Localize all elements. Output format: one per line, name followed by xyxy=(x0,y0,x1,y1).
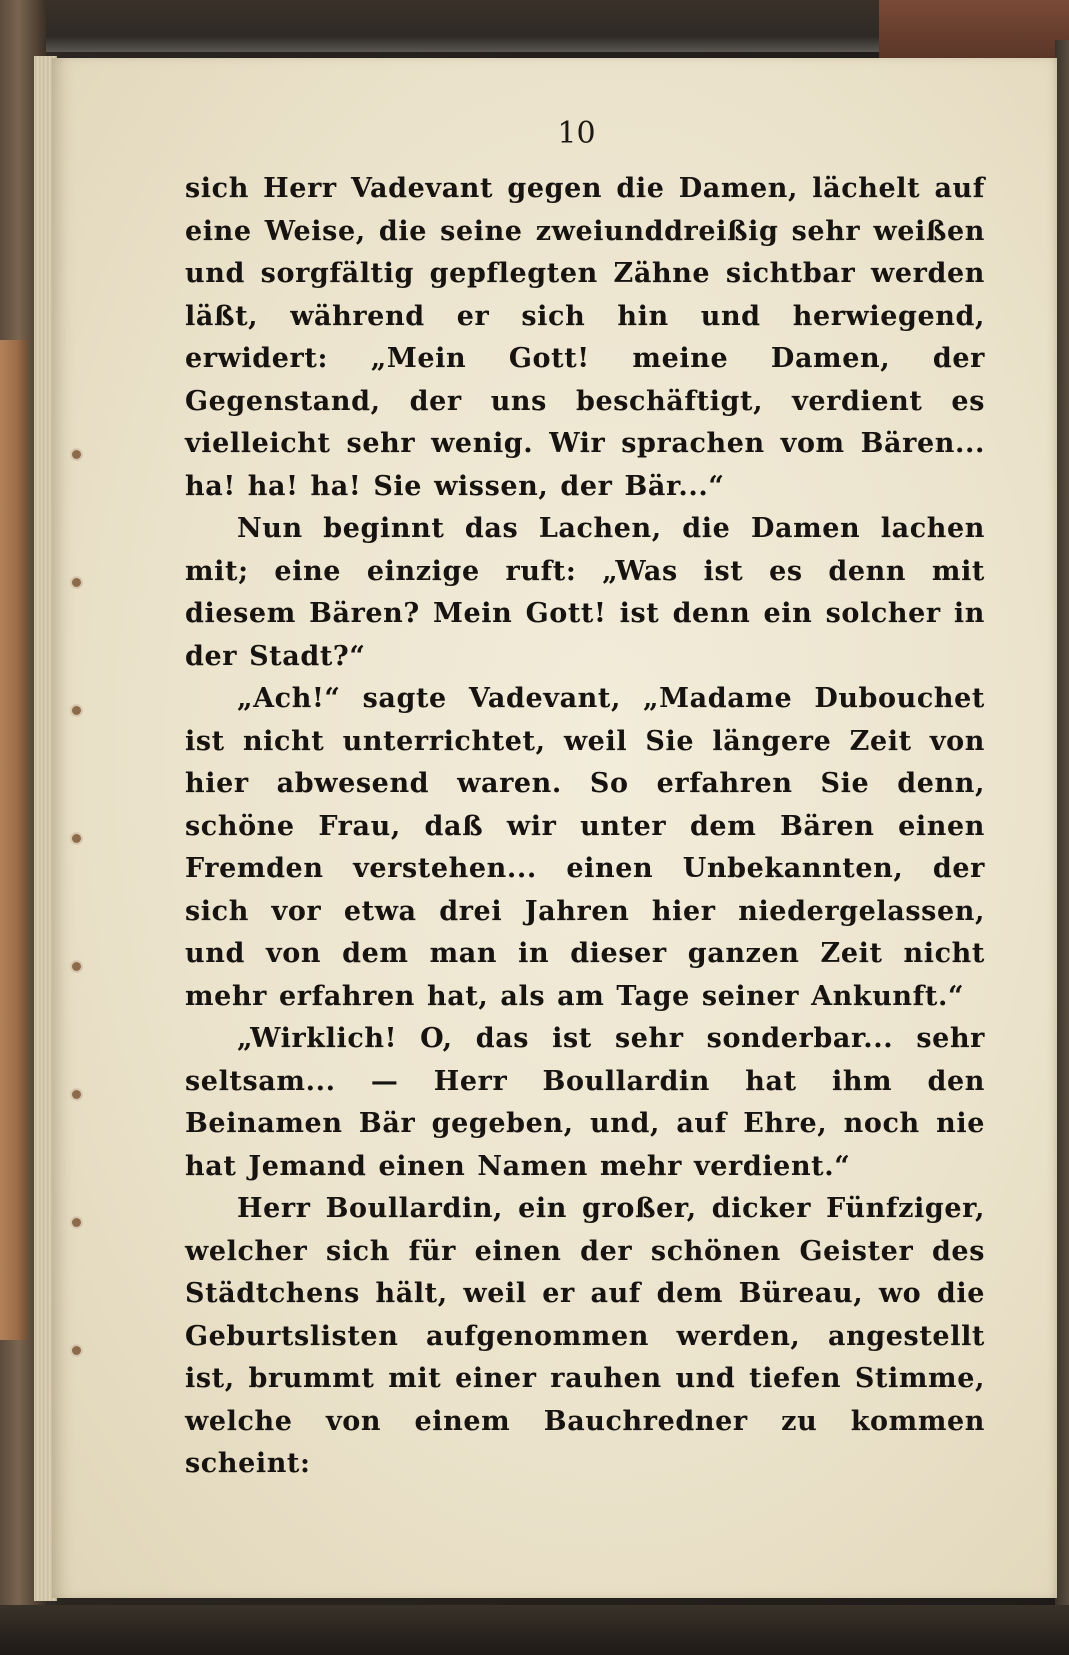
paragraph: „Ach!“ sagte Vadevant, „Madame Dubouchet ist nicht unterrichtet, weil Sie längere Zeit von hier abwesend waren. So erfahren Sie denn, schöne Frau, daß wir unter dem Bären einen Fremden verstehen... einen Unbekannten, der sich vor etwa drei Jahren hier niedergelassen, und von dem man in dieser ganzen Zeit nicht mehr erfahren hat, als am Tage seiner Ankunft.“ xyxy=(185,683,985,1012)
paragraph: Herr Boullardin, ein großer, dicker Fünfziger, welcher sich für einen der schönen Geister des Städtchens hält, weil er auf dem Büreau, wo die Geburtslisten aufgenommen werden, angestellt ist, brummt mit einer rauhen und tiefen Stimme, welche von einem Bauchredner zu kommen scheint: xyxy=(185,1193,985,1479)
book-page xyxy=(52,58,1057,1598)
binding-hole xyxy=(70,1344,83,1357)
book-cover-right xyxy=(1055,40,1069,1620)
book-cover-bottom xyxy=(0,1605,1069,1655)
paragraph: Nun beginnt das Lachen, die Damen lachen mit; eine einzige ruft: „Was ist es denn mit diesem Bären? Mein Gott! ist denn ein solcher in der Stadt?“ xyxy=(185,513,985,672)
binding-hole xyxy=(70,704,83,717)
binding-hole xyxy=(70,1088,83,1101)
book-cover-corner xyxy=(879,0,1069,58)
paragraph: „Wirklich! O, das ist sehr sonderbar... sehr seltsam... — Herr Boullardin hat ihm den Beinamen Bär gegeben, und, auf Ehre, noch nie hat Jemand einen Namen mehr verdient.“ xyxy=(185,1023,985,1182)
binding-hole xyxy=(70,1216,83,1229)
binding-hole xyxy=(70,576,83,589)
book-spine-strip xyxy=(0,340,28,1340)
binding-hole xyxy=(70,960,83,973)
page-number: 10 xyxy=(557,116,596,151)
binding-hole xyxy=(70,832,83,845)
paragraph: sich Herr Vadevant gegen die Damen, lächelt auf eine Weise, die seine zweiunddreißig sehr weißen und sorgfältig gepflegten Zähne sichtbar werden läßt, während er sich hin und herwiegend, erwidert: „Mein Gott! meine Damen, der Gegenstand, der uns beschäftigt, verdient es vielleicht sehr wenig. Wir sprachen vom Bären... ha! ha! ha! Sie wissen, der Bär...“ xyxy=(185,173,985,502)
binding-hole xyxy=(70,448,83,461)
body-text xyxy=(185,168,985,1486)
